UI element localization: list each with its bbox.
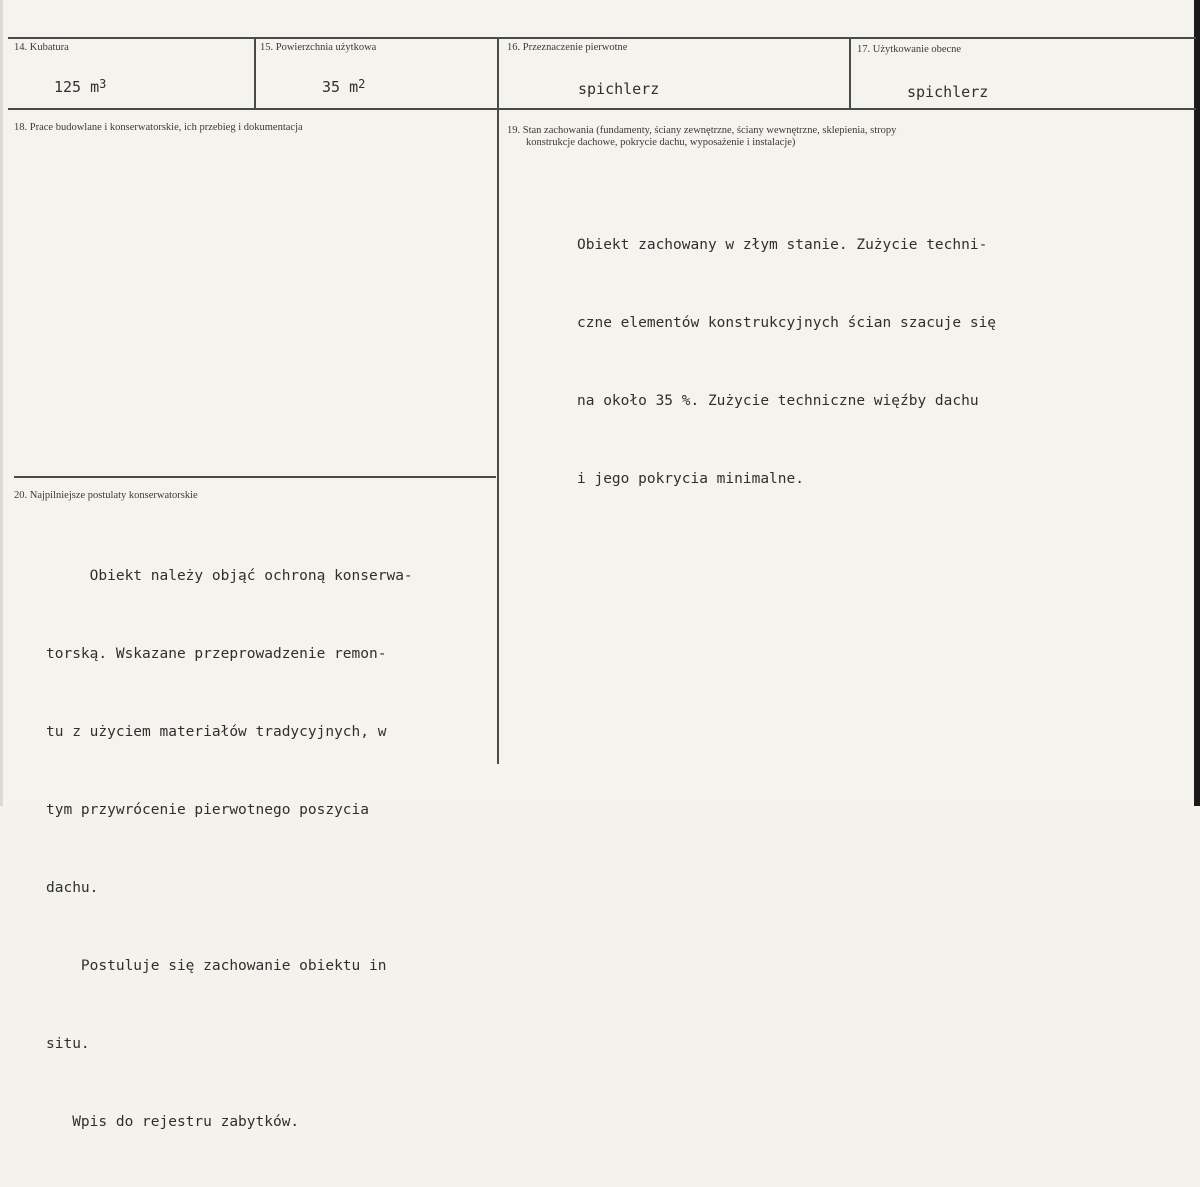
field-17-label: 17. Użytkowanie obecne bbox=[857, 44, 962, 55]
col-divider-2 bbox=[497, 37, 499, 764]
top-border bbox=[8, 37, 1196, 39]
field-19-line: na około 35 %. Zużycie techniczne więźby dachu bbox=[577, 393, 979, 409]
field-20-line: Obiekt należy objąć ochroną konserwa- bbox=[46, 568, 413, 584]
card-right-edge bbox=[1194, 0, 1200, 806]
field-15-value bbox=[322, 78, 365, 96]
col-divider-3 bbox=[849, 37, 851, 110]
col-divider-1 bbox=[254, 37, 256, 110]
section-18-20-divider bbox=[14, 476, 496, 478]
field-20-line: tu z użyciem materiałów tradycyjnych, w bbox=[46, 724, 387, 740]
field-20-line: Wpis do rejestru zabytków. bbox=[46, 1114, 300, 1130]
field-17-value: spichlerz bbox=[907, 83, 989, 101]
field-19-line: i jego pokrycia minimalne. bbox=[577, 471, 804, 487]
field-20-line: torską. Wskazane przeprowadzenie remon- bbox=[46, 646, 387, 662]
field-18-label: 18. Prace budowlane i konserwatorskie, ich przebieg i dokumentacja bbox=[14, 122, 303, 133]
field-20-line: situ. bbox=[46, 1036, 90, 1052]
field-19-label-line-1: 19. Stan zachowania (fundamenty, ściany zewnętrzne, ściany wewnętrzne, sklepienia, stropy bbox=[507, 125, 897, 136]
field-14-number: 125 m bbox=[54, 78, 100, 96]
field-15-number: 35 m bbox=[322, 78, 359, 96]
field-14-exponent: 3 bbox=[99, 77, 107, 91]
field-19-label-line-2: konstrukcje dachowe, pokrycie dachu, wyposażenie i instalacje) bbox=[526, 137, 796, 148]
field-15-label: 15. Powierzchnia użytkowa bbox=[260, 42, 377, 53]
field-20-text bbox=[46, 511, 413, 1187]
field-19-line: Obiekt zachowany w złym stanie. Zużycie techni- bbox=[577, 237, 988, 253]
field-20-line: dachu. bbox=[46, 880, 99, 896]
field-15-exponent: 2 bbox=[358, 77, 366, 91]
field-20-label: 20. Najpilniejsze postulaty konserwatorskie bbox=[14, 490, 198, 501]
field-19-line: czne elementów konstrukcyjnych ścian szacuje się bbox=[577, 315, 997, 331]
card-left-edge bbox=[0, 0, 3, 806]
row-divider bbox=[8, 108, 1196, 110]
field-16-value: spichlerz bbox=[578, 80, 660, 98]
field-14-value bbox=[54, 78, 106, 96]
field-20-line: Postuluje się zachowanie obiektu in bbox=[46, 958, 387, 974]
field-16-label: 16. Przeznaczenie pierwotne bbox=[507, 42, 628, 53]
field-20-line: tym przywrócenie pierwotnego poszycia bbox=[46, 802, 370, 818]
field-14-label: 14. Kubatura bbox=[14, 42, 69, 53]
field-19-text bbox=[577, 180, 996, 544]
